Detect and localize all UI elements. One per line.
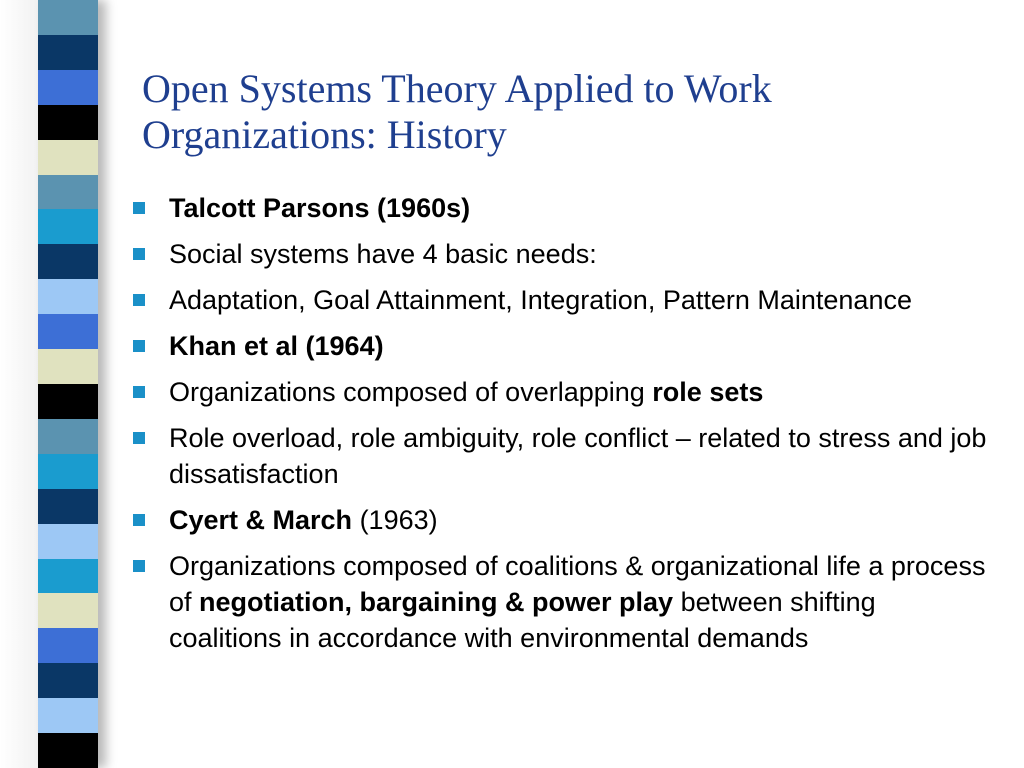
left-shade (0, 0, 38, 768)
stripe-segment (38, 314, 98, 349)
stripe-segment (38, 349, 98, 384)
square-bullet-icon (133, 560, 145, 572)
stripe-segment (38, 35, 98, 70)
square-bullet-icon (133, 340, 145, 352)
bullet-item (130, 548, 990, 656)
square-bullet-icon (133, 248, 145, 260)
square-bullet-icon (133, 386, 145, 398)
bullet-text: Organizations composed of overlapping (169, 377, 653, 407)
square-bullet-icon (133, 432, 145, 444)
slide-title (142, 66, 962, 158)
square-bullet-icon (133, 514, 145, 526)
bullet-item (130, 502, 990, 538)
stripe-segment (38, 140, 98, 175)
stripe-segment (38, 105, 98, 140)
bullet-text: between shifting coalitions in accordance with environmental demands (169, 587, 876, 653)
bullet-item (130, 282, 990, 318)
bullet-bold-text: negotiation, bargaining & power play (199, 587, 674, 617)
bullet-text: Role overload, role ambiguity, role conflict – related to stress and job dissatisfaction (169, 423, 987, 489)
stripe-segment (38, 209, 98, 244)
stripe-segment (38, 733, 98, 768)
bullet-item (130, 190, 990, 226)
title-line-1: Open Systems Theory Applied to Work (142, 66, 772, 111)
stripe-segment (38, 70, 98, 105)
stripe-segment (38, 628, 98, 663)
bullet-text: Khan et al (1964) (169, 331, 384, 361)
stripe-segment (38, 489, 98, 524)
stripe-segment (38, 559, 98, 594)
stripe-segment (38, 175, 98, 210)
stripe-segment (38, 244, 98, 279)
stripe-segment (38, 279, 98, 314)
stripe-segment (38, 0, 98, 35)
stripe-segment (38, 524, 98, 559)
bullet-bold-text: Cyert & March (169, 505, 353, 535)
stripe-segment (38, 454, 98, 489)
stripe-segment (38, 384, 98, 419)
bullet-list (130, 190, 990, 666)
bullet-bold-text: role sets (652, 377, 764, 407)
square-bullet-icon (133, 202, 145, 214)
bullet-text: (1963) (352, 505, 438, 535)
title-line-2: Organizations: History (142, 112, 507, 157)
bullet-item (130, 420, 990, 492)
decorative-stripe-bar (38, 0, 98, 768)
stripe-segment (38, 698, 98, 733)
bullet-text: Social systems have 4 basic needs: (169, 239, 597, 269)
bullet-item (130, 328, 990, 364)
bullet-item (130, 374, 990, 410)
stripe-segment (38, 419, 98, 454)
bullet-text: Adaptation, Goal Attainment, Integration, Pattern Maintenance (169, 285, 912, 315)
stripe-segment (38, 663, 98, 698)
stripe-segment (38, 593, 98, 628)
bullet-item (130, 236, 990, 272)
square-bullet-icon (133, 294, 145, 306)
bullet-text: Organizations composed of coalitions & organizational life a process of (169, 551, 986, 617)
bullet-text: Talcott Parsons (1960s) (169, 193, 471, 223)
